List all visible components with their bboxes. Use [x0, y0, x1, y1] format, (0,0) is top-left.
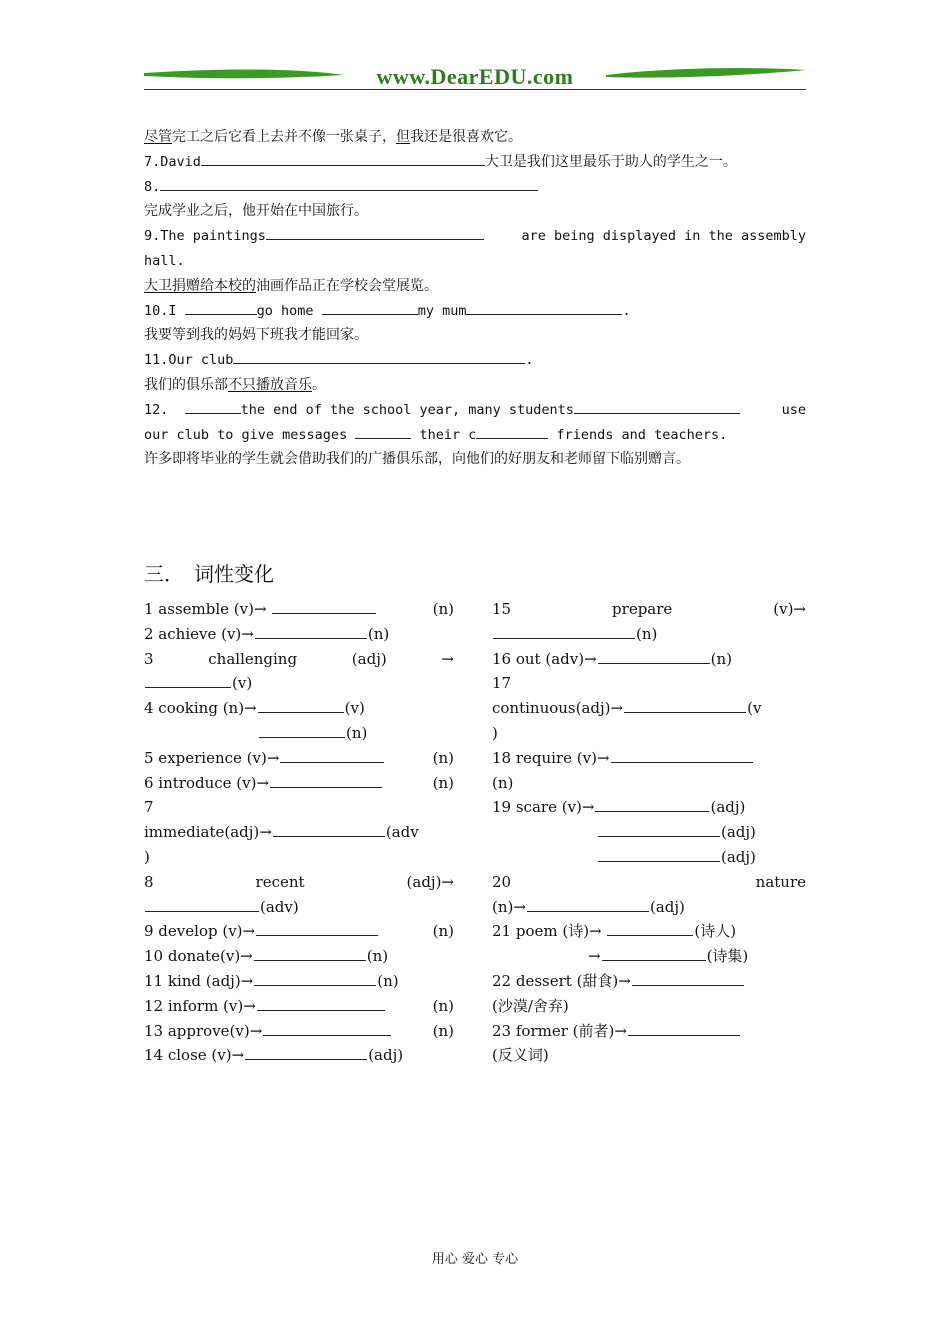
- answer-blank[interactable]: [607, 920, 693, 936]
- translation-exercises: [144, 125, 806, 472]
- answer-blank[interactable]: [270, 772, 382, 788]
- exercise-8: 8.: [144, 175, 806, 200]
- answer-blank[interactable]: [598, 648, 710, 664]
- word-row-cont: (反义词): [492, 1046, 549, 1065]
- answer-blank[interactable]: [254, 945, 366, 961]
- answer-blank[interactable]: [574, 399, 740, 414]
- word-row: 20 nature: [492, 872, 806, 891]
- answer-blank[interactable]: [145, 896, 259, 912]
- answer-blank[interactable]: [257, 995, 385, 1011]
- page-header: [144, 62, 806, 92]
- word-row: 11 kind (adj)→ (n): [144, 971, 399, 990]
- exercise-line: 完成学业之后，他开始在中国旅行。: [144, 203, 368, 220]
- answer-blank[interactable]: [263, 1020, 391, 1036]
- word-row-cont: ): [144, 847, 150, 866]
- answer-blank[interactable]: [145, 672, 231, 688]
- answer-blank[interactable]: [259, 722, 345, 738]
- word-row: 9 develop (v)→ (n): [144, 922, 454, 941]
- answer-blank[interactable]: [632, 970, 744, 986]
- word-row: 23 former (前者)→: [492, 1019, 806, 1044]
- answer-blank[interactable]: [254, 970, 376, 986]
- answer-blank[interactable]: [201, 151, 485, 166]
- word-forms-right-column: [492, 597, 806, 1068]
- word-row-cont: ): [492, 723, 498, 742]
- word-row-cont: continuous(adj)→ (v: [492, 699, 762, 718]
- answer-blank[interactable]: [598, 846, 720, 862]
- answer-blank[interactable]: [322, 300, 418, 315]
- word-row-cont: (adj): [492, 845, 806, 870]
- word-row: 15 prepare (v)→: [492, 600, 806, 618]
- exercise-line: 大卫捐赠给本校的油画作品正在学校会堂展览。: [144, 277, 438, 294]
- word-row: 17: [492, 674, 512, 693]
- exercise-line: hall.: [144, 252, 185, 269]
- answer-blank[interactable]: [273, 821, 385, 837]
- word-row: 12 inform (v)→ (n): [144, 996, 454, 1015]
- word-row: 6 introduce (v)→ (n): [144, 773, 454, 792]
- answer-blank[interactable]: [266, 225, 484, 240]
- word-row-cont: (adj): [492, 820, 806, 845]
- exercise-9: 9.The paintings are being displayed in the assembly: [144, 224, 806, 249]
- word-row: 4 cooking (n)→ (v): [144, 699, 365, 718]
- answer-blank[interactable]: [255, 623, 367, 639]
- answer-blank[interactable]: [595, 796, 709, 812]
- exercise-line: 尽管完工之后它看上去并不像一张桌子，但我还是很喜欢它。: [144, 129, 522, 145]
- page-footer: 用心 爱心 专心: [431, 1252, 519, 1267]
- word-row-cont: (n)→ (adj): [492, 897, 685, 916]
- word-row-cont: (n): [144, 721, 454, 746]
- word-row: 13 approve(v)→ (n): [144, 1021, 454, 1040]
- word-row-cont: (v): [144, 671, 454, 696]
- answer-blank[interactable]: [185, 399, 241, 414]
- word-row-cont: immediate(adj)→ (adv: [144, 823, 419, 842]
- exercise-11: 11.Our club .: [144, 348, 806, 373]
- answer-blank[interactable]: [233, 349, 525, 364]
- answer-blank[interactable]: [245, 1044, 367, 1060]
- word-row-cont: (沙漠/舍弃): [492, 996, 569, 1015]
- exercise-7: 7.David 大卫是我们这里最乐于助人的学生之一。: [144, 150, 806, 175]
- word-row: 1 assemble (v)→ (n): [144, 600, 454, 618]
- word-row: 5 experience (v)→ (n): [144, 748, 454, 767]
- answer-blank[interactable]: [256, 920, 378, 936]
- word-row: 8 recent (adj)→: [144, 872, 454, 891]
- answer-blank[interactable]: [280, 747, 384, 763]
- site-name: www.DearEDU.com: [376, 64, 574, 89]
- word-row: 7: [144, 798, 154, 817]
- exercise-line: 我要等到我的妈妈下班我才能回家。: [144, 327, 368, 344]
- answer-blank[interactable]: [598, 821, 720, 837]
- answer-blank[interactable]: [272, 598, 376, 614]
- word-row: 2 achieve (v)→ (n): [144, 624, 390, 643]
- section-title: 三． 词性变化: [144, 562, 274, 586]
- word-row: 18 require (v)→: [492, 746, 806, 771]
- header-rule: [144, 89, 806, 90]
- answer-blank[interactable]: [258, 697, 344, 713]
- exercise-line: 许多即将毕业的学生就会借助我们的广播俱乐部，向他们的好朋友和老师留下临别赠言。: [144, 451, 690, 468]
- answer-blank[interactable]: [476, 424, 548, 439]
- word-row: 14 close (v)→ (adj): [144, 1046, 404, 1065]
- answer-blank[interactable]: [493, 623, 635, 639]
- word-row-cont: (n): [492, 622, 806, 647]
- exercise-12: 12. the end of the school year, many students use: [144, 398, 806, 423]
- word-row: 19 scare (v)→ (adj): [492, 798, 746, 817]
- exercise-line: our club to give messages their c friends and teachers.: [144, 423, 806, 448]
- word-row: 21 poem (诗)→ (诗人): [492, 922, 737, 941]
- word-row-cont: → (诗集): [588, 947, 749, 966]
- word-row-cont: (n): [492, 773, 514, 792]
- answer-blank[interactable]: [355, 424, 411, 439]
- answer-blank[interactable]: [628, 1020, 740, 1036]
- word-row: 3 challenging (adj) →: [144, 649, 454, 668]
- word-forms-left-column: [144, 597, 454, 1068]
- word-row: 16 out (adv)→ (n): [492, 649, 733, 668]
- word-row-cont: (adv): [144, 895, 454, 920]
- answer-blank[interactable]: [527, 896, 649, 912]
- word-row: 22 dessert (甜食)→: [492, 969, 806, 994]
- answer-blank[interactable]: [624, 697, 746, 713]
- answer-blank[interactable]: [466, 300, 622, 315]
- answer-blank[interactable]: [602, 945, 706, 961]
- exercise-line: 我们的俱乐部不只播放音乐。: [144, 376, 326, 393]
- answer-blank[interactable]: [160, 176, 538, 191]
- answer-blank[interactable]: [185, 300, 257, 315]
- exercise-10: 10.I go home my mum .: [144, 299, 806, 324]
- word-row: 10 donate(v)→ (n): [144, 947, 389, 966]
- answer-blank[interactable]: [611, 747, 753, 763]
